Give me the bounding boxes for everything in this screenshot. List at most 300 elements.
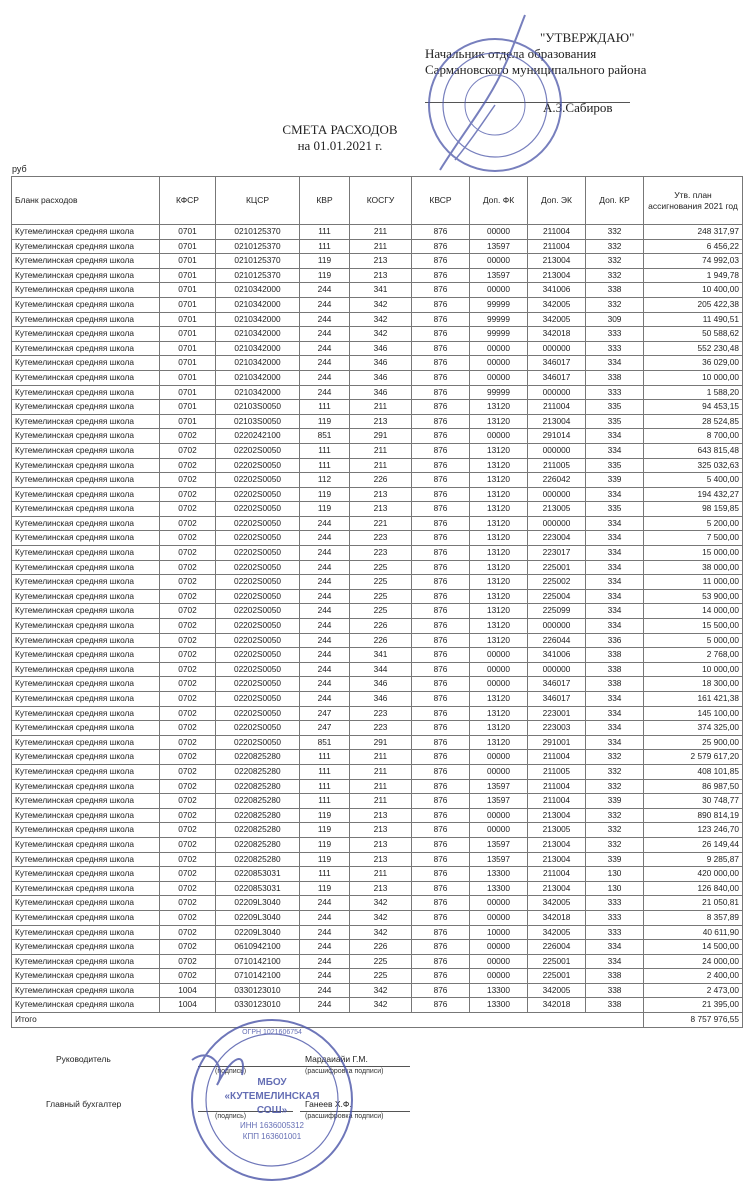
table-cell: 111: [300, 225, 350, 240]
table-cell: 339: [586, 794, 644, 809]
table-cell: 876: [412, 764, 470, 779]
table-cell: 346: [350, 385, 412, 400]
table-cell: Кутемелинская средняя школа: [12, 983, 160, 998]
table-cell: 213: [350, 852, 412, 867]
table-cell: 0702: [160, 531, 216, 546]
table-cell: Кутемелинская средняя школа: [12, 487, 160, 502]
table-cell: 244: [300, 998, 350, 1013]
table-cell: 000000: [528, 341, 586, 356]
table-cell: 130: [586, 881, 644, 896]
table-cell: Кутемелинская средняя школа: [12, 706, 160, 721]
table-cell: 332: [586, 254, 644, 269]
table-cell: 244: [300, 925, 350, 940]
table-cell: 02103S0050: [216, 400, 300, 415]
table-cell: Кутемелинская средняя школа: [12, 969, 160, 984]
table-cell: 13120: [470, 414, 528, 429]
table-cell: 26 149,44: [644, 837, 743, 852]
table-cell: Кутемелинская средняя школа: [12, 356, 160, 371]
table-cell: 0702: [160, 677, 216, 692]
table-cell: 13120: [470, 589, 528, 604]
table-row: [12, 852, 743, 867]
table-cell: 13120: [470, 487, 528, 502]
table-row: [12, 487, 743, 502]
table-cell: 0220853031: [216, 881, 300, 896]
table-cell: 334: [586, 735, 644, 750]
table-cell: 02202S0050: [216, 473, 300, 488]
table-cell: 213005: [528, 502, 586, 517]
table-cell: 000000: [528, 385, 586, 400]
table-cell: 99999: [470, 385, 528, 400]
table-cell: 213004: [528, 837, 586, 852]
table-cell: 334: [586, 429, 644, 444]
table-cell: 346: [350, 356, 412, 371]
table-cell: 244: [300, 692, 350, 707]
table-cell: 211: [350, 239, 412, 254]
table-cell: 00000: [470, 429, 528, 444]
table-cell: 13120: [470, 502, 528, 517]
table-cell: 02202S0050: [216, 487, 300, 502]
table-cell: 94 453,15: [644, 400, 743, 415]
table-cell: 226: [350, 619, 412, 634]
table-cell: 13120: [470, 458, 528, 473]
table-cell: 244: [300, 575, 350, 590]
table-row: [12, 881, 743, 896]
table-cell: 213004: [528, 881, 586, 896]
table-cell: 344: [350, 662, 412, 677]
table-cell: 213: [350, 502, 412, 517]
table-cell: 346: [350, 677, 412, 692]
table-row: [12, 925, 743, 940]
table-cell: 00000: [470, 254, 528, 269]
table-cell: 0220825280: [216, 808, 300, 823]
table-cell: 346017: [528, 370, 586, 385]
table-cell: 02202S0050: [216, 721, 300, 736]
table-cell: 0702: [160, 575, 216, 590]
table-cell: 223: [350, 721, 412, 736]
table-cell: 213004: [528, 852, 586, 867]
table-cell: 244: [300, 648, 350, 663]
table-cell: 00000: [470, 341, 528, 356]
table-row: [12, 443, 743, 458]
table-cell: 0702: [160, 721, 216, 736]
table-cell: 334: [586, 356, 644, 371]
table-cell: 119: [300, 881, 350, 896]
table-cell: 2 768,00: [644, 648, 743, 663]
table-cell: 10 400,00: [644, 283, 743, 298]
table-cell: 213: [350, 268, 412, 283]
table-cell: 342018: [528, 910, 586, 925]
table-cell: 890 814,19: [644, 808, 743, 823]
table-cell: 244: [300, 546, 350, 561]
table-row: [12, 283, 743, 298]
table-cell: 876: [412, 429, 470, 444]
table-cell: 332: [586, 297, 644, 312]
table-cell: 13597: [470, 837, 528, 852]
table-cell: 876: [412, 940, 470, 955]
table-cell: 226: [350, 940, 412, 955]
table-cell: 213004: [528, 268, 586, 283]
table-cell: 213005: [528, 823, 586, 838]
table-cell: 0710142100: [216, 969, 300, 984]
table-cell: 119: [300, 502, 350, 517]
table-cell: 876: [412, 750, 470, 765]
table-row: [12, 341, 743, 356]
table-cell: 13120: [470, 721, 528, 736]
table-cell: Кутемелинская средняя школа: [12, 896, 160, 911]
table-cell: 0701: [160, 225, 216, 240]
table-cell: Кутемелинская средняя школа: [12, 502, 160, 517]
table-cell: 13597: [470, 779, 528, 794]
table-cell: 0702: [160, 619, 216, 634]
table-cell: 225: [350, 589, 412, 604]
table-cell: 225: [350, 969, 412, 984]
table-cell: 338: [586, 370, 644, 385]
table-cell: 876: [412, 575, 470, 590]
table-cell: 02202S0050: [216, 502, 300, 517]
table-cell: 02209L3040: [216, 910, 300, 925]
table-cell: Кутемелинская средняя школа: [12, 283, 160, 298]
table-cell: 02202S0050: [216, 458, 300, 473]
table-cell: 211004: [528, 225, 586, 240]
table-cell: 332: [586, 225, 644, 240]
table-row: [12, 837, 743, 852]
table-cell: 291014: [528, 429, 586, 444]
table-cell: 99999: [470, 327, 528, 342]
table-cell: 876: [412, 706, 470, 721]
table-cell: 02202S0050: [216, 619, 300, 634]
table-cell: 74 992,03: [644, 254, 743, 269]
table-cell: 244: [300, 619, 350, 634]
table-cell: 0702: [160, 692, 216, 707]
table-cell: 8 700,00: [644, 429, 743, 444]
table-cell: 194 432,27: [644, 487, 743, 502]
table-cell: 2 473,00: [644, 983, 743, 998]
table-cell: 119: [300, 852, 350, 867]
table-cell: 111: [300, 794, 350, 809]
table-cell: 13120: [470, 619, 528, 634]
table-cell: Кутемелинская средняя школа: [12, 589, 160, 604]
table-cell: 0701: [160, 283, 216, 298]
table-cell: 211005: [528, 764, 586, 779]
table-cell: 0702: [160, 808, 216, 823]
table-cell: 342: [350, 327, 412, 342]
table-row: [12, 896, 743, 911]
table-cell: 0701: [160, 370, 216, 385]
table-cell: 02103S0050: [216, 414, 300, 429]
table-cell: 0702: [160, 896, 216, 911]
table-cell: 226044: [528, 633, 586, 648]
table-row: [12, 239, 743, 254]
table-cell: 10 000,00: [644, 662, 743, 677]
table-cell: Кутемелинская средняя школа: [12, 546, 160, 561]
table-cell: 13597: [470, 239, 528, 254]
table-cell: 00000: [470, 648, 528, 663]
table-cell: 876: [412, 925, 470, 940]
table-cell: 0702: [160, 837, 216, 852]
svg-text:«КУТЕМЕЛИНСКАЯ: «КУТЕМЕЛИНСКАЯ: [224, 1091, 320, 1102]
table-cell: 876: [412, 794, 470, 809]
table-cell: 1 588,20: [644, 385, 743, 400]
table-cell: Кутемелинская средняя школа: [12, 312, 160, 327]
table-cell: 223003: [528, 721, 586, 736]
table-cell: Кутемелинская средняя школа: [12, 910, 160, 925]
table-cell: 5 000,00: [644, 633, 743, 648]
table-cell: 0210125370: [216, 268, 300, 283]
table-cell: 126 840,00: [644, 881, 743, 896]
table-row: [12, 750, 743, 765]
table-cell: 332: [586, 750, 644, 765]
table-cell: 213: [350, 487, 412, 502]
table-cell: 876: [412, 516, 470, 531]
table-cell: 0701: [160, 385, 216, 400]
table-cell: 02202S0050: [216, 443, 300, 458]
table-cell: 339: [586, 473, 644, 488]
table-cell: 211004: [528, 867, 586, 882]
table-cell: 000000: [528, 443, 586, 458]
table-cell: 1004: [160, 998, 216, 1013]
table-cell: 0702: [160, 429, 216, 444]
table-cell: 123 246,70: [644, 823, 743, 838]
table-cell: Кутемелинская средняя школа: [12, 837, 160, 852]
table-cell: 02202S0050: [216, 575, 300, 590]
table-cell: 374 325,00: [644, 721, 743, 736]
table-cell: 335: [586, 458, 644, 473]
table-cell: 0210125370: [216, 225, 300, 240]
accountant-label: Главный бухгалтер: [46, 1099, 122, 1109]
table-cell: 000000: [528, 487, 586, 502]
table-cell: 00000: [470, 370, 528, 385]
table-cell: 211004: [528, 794, 586, 809]
table-cell: 334: [586, 546, 644, 561]
table-cell: 0702: [160, 940, 216, 955]
table-cell: 02202S0050: [216, 604, 300, 619]
table-cell: 244: [300, 531, 350, 546]
table-cell: 223017: [528, 546, 586, 561]
table-cell: 0702: [160, 852, 216, 867]
title-line-1: СМЕТА РАСХОДОВ: [282, 122, 398, 137]
table-cell: 244: [300, 954, 350, 969]
table-cell: 02202S0050: [216, 677, 300, 692]
table-cell: 8 357,89: [644, 910, 743, 925]
table-cell: 02209L3040: [216, 925, 300, 940]
table-row: [12, 516, 743, 531]
table-row: [12, 225, 743, 240]
table-cell: 111: [300, 750, 350, 765]
table-cell: 211004: [528, 239, 586, 254]
table-cell: 226: [350, 473, 412, 488]
table-row: [12, 648, 743, 663]
table-cell: 111: [300, 764, 350, 779]
column-header: Бланк расходов: [12, 177, 160, 225]
table-cell: 13300: [470, 998, 528, 1013]
table-cell: 226042: [528, 473, 586, 488]
table-cell: 876: [412, 648, 470, 663]
table-cell: 00000: [470, 764, 528, 779]
table-row: [12, 969, 743, 984]
table-cell: 0701: [160, 297, 216, 312]
table-cell: 211: [350, 764, 412, 779]
table-cell: Кутемелинская средняя школа: [12, 560, 160, 575]
table-cell: 876: [412, 779, 470, 794]
table-cell: 13120: [470, 516, 528, 531]
table-cell: Кутемелинская средняя школа: [12, 692, 160, 707]
table-cell: 21 395,00: [644, 998, 743, 1013]
table-row: [12, 998, 743, 1013]
table-row: [12, 954, 743, 969]
head-name: Мардаиайи Г.М.: [305, 1054, 368, 1064]
table-cell: 213: [350, 808, 412, 823]
table-cell: 225: [350, 575, 412, 590]
table-cell: 244: [300, 327, 350, 342]
table-cell: Кутемелинская средняя школа: [12, 808, 160, 823]
table-cell: 119: [300, 268, 350, 283]
approval-heading: "УТВЕРЖДАЮ": [540, 30, 635, 45]
table-cell: 876: [412, 867, 470, 882]
table-cell: 000000: [528, 662, 586, 677]
table-cell: 99999: [470, 297, 528, 312]
table-cell: 211: [350, 400, 412, 415]
table-cell: Кутемелинская средняя школа: [12, 633, 160, 648]
table-cell: 0610942100: [216, 940, 300, 955]
table-cell: 876: [412, 356, 470, 371]
table-cell: 342: [350, 896, 412, 911]
table-cell: 876: [412, 327, 470, 342]
table-cell: 13300: [470, 983, 528, 998]
table-cell: 247: [300, 706, 350, 721]
table-cell: 223001: [528, 706, 586, 721]
table-cell: Кутемелинская средняя школа: [12, 648, 160, 663]
table-cell: 13120: [470, 735, 528, 750]
table-cell: 0220853031: [216, 867, 300, 882]
table-cell: 0702: [160, 589, 216, 604]
table-cell: 0701: [160, 327, 216, 342]
table-cell: 0702: [160, 867, 216, 882]
svg-text:СОШ»: СОШ»: [256, 1105, 288, 1116]
table-cell: 333: [586, 327, 644, 342]
table-cell: 38 000,00: [644, 560, 743, 575]
table-cell: 342018: [528, 327, 586, 342]
table-cell: Кутемелинская средняя школа: [12, 414, 160, 429]
table-cell: 332: [586, 268, 644, 283]
table-row: [12, 779, 743, 794]
table-row: [12, 706, 743, 721]
table-cell: 0701: [160, 341, 216, 356]
approval-position: Начальник отдела образования: [425, 46, 597, 61]
table-cell: 346: [350, 341, 412, 356]
table-cell: 0702: [160, 750, 216, 765]
table-cell: 342005: [528, 925, 586, 940]
table-cell: 00000: [470, 283, 528, 298]
table-cell: 876: [412, 531, 470, 546]
table-cell: 211: [350, 458, 412, 473]
table-cell: 332: [586, 823, 644, 838]
table-cell: 291: [350, 735, 412, 750]
table-cell: 0210342000: [216, 385, 300, 400]
table-cell: 876: [412, 896, 470, 911]
table-cell: 0210342000: [216, 341, 300, 356]
table-cell: 13300: [470, 881, 528, 896]
table-row: [12, 268, 743, 283]
table-cell: 18 300,00: [644, 677, 743, 692]
table-cell: 876: [412, 560, 470, 575]
table-cell: 161 421,38: [644, 692, 743, 707]
table-cell: Кутемелинская средняя школа: [12, 254, 160, 269]
svg-text:ИНН 1636005312: ИНН 1636005312: [239, 1121, 305, 1130]
table-cell: 226004: [528, 940, 586, 955]
table-row: [12, 677, 743, 692]
table-cell: 876: [412, 487, 470, 502]
table-row: [12, 370, 743, 385]
table-cell: 244: [300, 969, 350, 984]
table-row: [12, 940, 743, 955]
table-cell: 0702: [160, 648, 216, 663]
table-cell: 99999: [470, 312, 528, 327]
table-cell: Кутемелинская средняя школа: [12, 940, 160, 955]
table-cell: 211: [350, 443, 412, 458]
table-cell: 213004: [528, 808, 586, 823]
table-cell: 342: [350, 925, 412, 940]
table-cell: 0702: [160, 794, 216, 809]
table-cell: 15 500,00: [644, 619, 743, 634]
table-row: [12, 429, 743, 444]
table-cell: 111: [300, 458, 350, 473]
table-cell: 223: [350, 706, 412, 721]
table-cell: Кутемелинская средняя школа: [12, 385, 160, 400]
table-cell: 00000: [470, 969, 528, 984]
table-cell: 334: [586, 443, 644, 458]
table-cell: 333: [586, 341, 644, 356]
table-cell: 334: [586, 619, 644, 634]
table-cell: 211: [350, 750, 412, 765]
table-cell: 02202S0050: [216, 589, 300, 604]
total-value: 8 757 976,55: [644, 1013, 743, 1028]
svg-text:КПП 163601001: КПП 163601001: [242, 1132, 302, 1141]
table-row: [12, 604, 743, 619]
table-cell: 244: [300, 370, 350, 385]
table-cell: 13597: [470, 852, 528, 867]
table-cell: 338: [586, 648, 644, 663]
table-cell: 0220825280: [216, 750, 300, 765]
table-cell: 876: [412, 283, 470, 298]
table-cell: 11 490,51: [644, 312, 743, 327]
table-cell: 342: [350, 297, 412, 312]
table-cell: 13120: [470, 546, 528, 561]
table-cell: 0702: [160, 487, 216, 502]
table-cell: 0702: [160, 969, 216, 984]
table-cell: 876: [412, 910, 470, 925]
table-cell: 02202S0050: [216, 735, 300, 750]
table-row: [12, 721, 743, 736]
table-cell: 0210342000: [216, 312, 300, 327]
table-cell: 333: [586, 896, 644, 911]
table-row: [12, 764, 743, 779]
table-cell: 0710142100: [216, 954, 300, 969]
table-cell: 244: [300, 604, 350, 619]
table-cell: 244: [300, 896, 350, 911]
table-cell: 342005: [528, 297, 586, 312]
table-cell: 11 000,00: [644, 575, 743, 590]
table-cell: 876: [412, 370, 470, 385]
table-cell: 213004: [528, 414, 586, 429]
table-cell: 000000: [528, 516, 586, 531]
column-header: КВСР: [412, 177, 470, 225]
table-cell: Кутемелинская средняя школа: [12, 998, 160, 1013]
table-cell: 13120: [470, 443, 528, 458]
approval-signatory: А.З.Сабиров: [543, 100, 613, 115]
table-cell: 552 230,48: [644, 341, 743, 356]
table-cell: 335: [586, 400, 644, 415]
table-cell: 225099: [528, 604, 586, 619]
